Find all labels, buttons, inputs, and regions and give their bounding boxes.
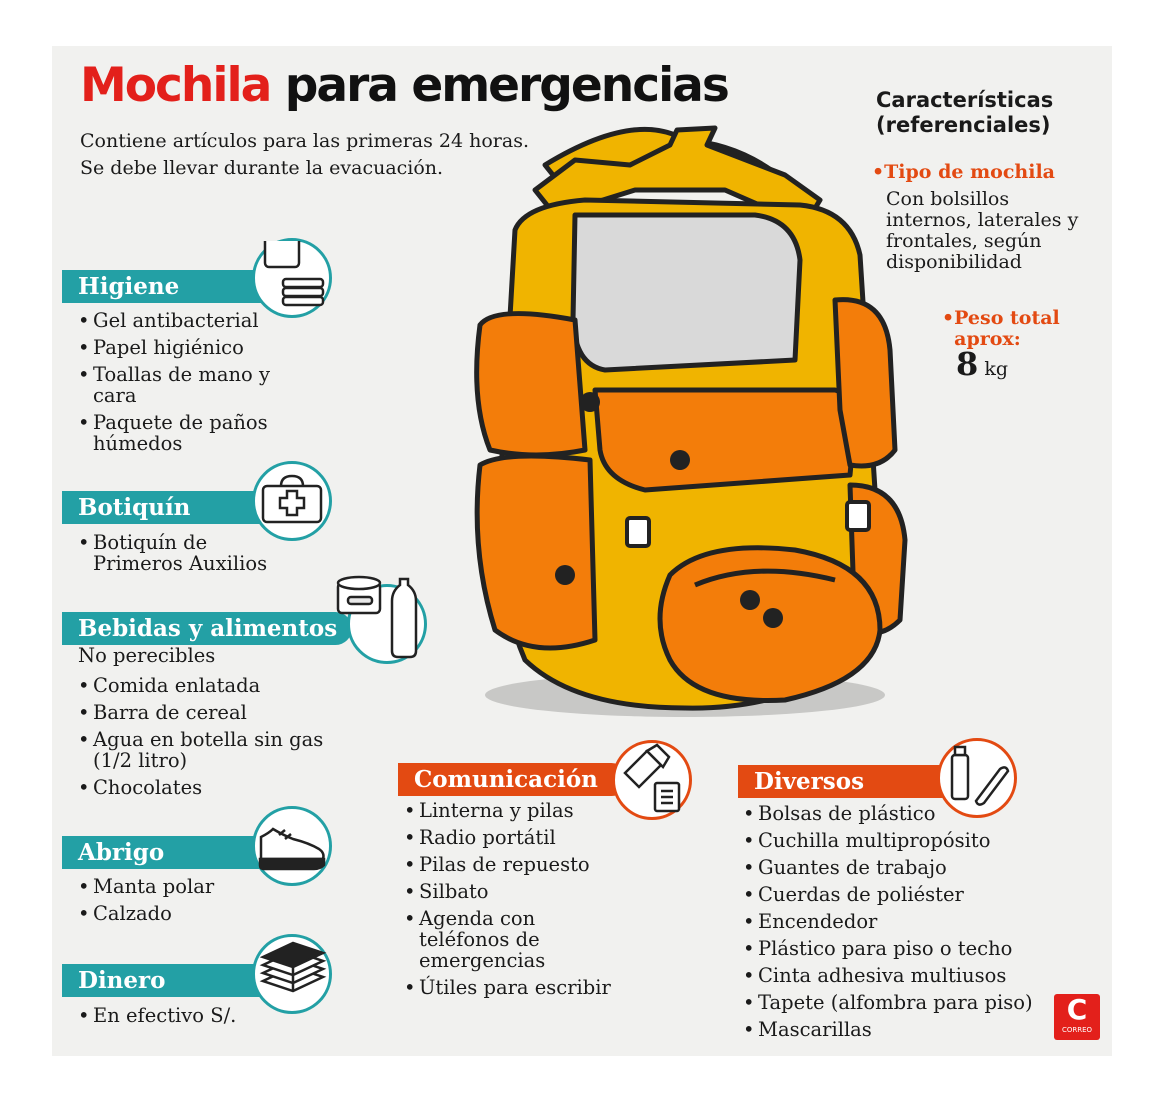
list-item: • Cuchilla multipropósito [743,830,1053,851]
bebidas-icon-circle [347,584,427,664]
category-bebidas-title: Bebidas y alimentos [78,615,338,642]
total-weight: • Peso total aprox: 8 kg [942,308,1082,380]
title-rest: para emergencias [284,58,728,113]
list-item: • En efectivo S/. [78,1005,278,1026]
hygiene-icon-circle [252,238,332,318]
can-icon [338,579,412,669]
backpack-illustration [455,120,925,720]
list-item: • Guantes de trabajo [743,857,1053,878]
category-higiene-title: Higiene [78,273,180,300]
logo-letter: C [1066,993,1088,1026]
category-diversos [738,765,958,798]
comunicacion-list [404,800,634,1004]
diversos-list [743,803,1053,1046]
category-comunicacion-title: Comunicación [414,766,598,793]
list-item: • Barra de cereal [78,702,338,723]
category-bebidas [62,612,352,645]
knife-icon [976,767,1008,804]
abrigo-icon-circle [252,806,332,886]
page-title [80,58,728,113]
subtitle-line-1: Contiene artículos para las primeras 24 horas. [80,130,530,152]
list-item: • Tapete (alfombra para piso) [743,992,1053,1013]
first-aid-kit-icon [255,464,329,538]
list-item: • Gel antibacterial [78,310,278,331]
backpack-type: •Tipo de mochila Con bolsillos internos, laterales y frontales, según disponibilidad [872,162,1097,273]
category-dinero-title: Dinero [78,967,166,994]
category-comunicacion [398,763,628,796]
list-item: • Cinta adhesiva multiusos [743,965,1053,986]
list-item: • Paquete de paños húmedos [78,412,278,454]
list-item: • Chocolates [78,777,338,798]
botiquin-list [78,532,278,580]
backpack-type-label: Tipo de mochila [884,161,1055,183]
toilet-paper-icon [255,241,329,315]
higiene-list [78,310,278,460]
list-item: • Linterna y pilas [404,800,634,821]
weight-label: Peso total aprox: [954,307,1060,350]
list-item: • Agenda con teléfonos de emergencias [404,908,569,971]
list-item: • Plástico para piso o techo [743,938,1053,959]
dinero-icon-circle [252,934,332,1014]
category-higiene [62,270,277,303]
list-item: • Toallas de mano y cara [78,364,278,406]
botiquin-icon-circle [252,461,332,541]
category-diversos-title: Diversos [754,768,865,795]
list-item: • Calzado [78,903,278,924]
weight-unit: kg [984,358,1008,380]
list-item: • Bolsas de plástico [743,803,1053,824]
title-highlight: Mochila [80,58,271,113]
category-dinero [62,964,277,997]
backpack-type-text: Con bolsillos internos, laterales y frontales, según disponibilidad [886,188,1079,273]
list-item: • Comida enlatada [78,675,338,696]
dinero-list [78,1005,278,1032]
category-abrigo [62,836,277,869]
list-item: • Manta polar [78,876,278,897]
list-item: • Radio portátil [404,827,634,848]
logo-text: CORREO [1061,1026,1093,1034]
bebidas-list [78,645,338,804]
category-botiquin-title: Botiquín [78,494,191,521]
sneaker-icon [255,809,329,883]
characteristics-heading-line-2: (referenciales) [876,113,1051,137]
list-item: • Botiquín de Primeros Auxilios [78,532,273,574]
characteristics-heading-line-1: Características [876,88,1054,112]
list-item: • Pilas de repuesto [404,854,634,875]
category-botiquin [62,491,277,524]
list-item: • Papel higiénico [78,337,278,358]
list-item: • Mascarillas [743,1019,1053,1040]
category-abrigo-title: Abrigo [78,839,165,866]
list-item: • Silbato [404,881,634,902]
abrigo-list [78,876,278,930]
money-stack-icon [255,937,329,1011]
subtitle-line-2: Se debe llevar durante la evacuación. [80,157,444,179]
correo-logo [1054,994,1100,1040]
list-item: • Útiles para escribir [404,977,634,998]
list-item: • Cuerdas de poliéster [743,884,1053,905]
list-item: • Agua en botella sin gas (1/2 litro) [78,729,333,771]
bebidas-note: No perecibles [78,644,216,667]
weight-value: 8 [956,345,979,383]
list-item: • Encendedor [743,911,1053,932]
